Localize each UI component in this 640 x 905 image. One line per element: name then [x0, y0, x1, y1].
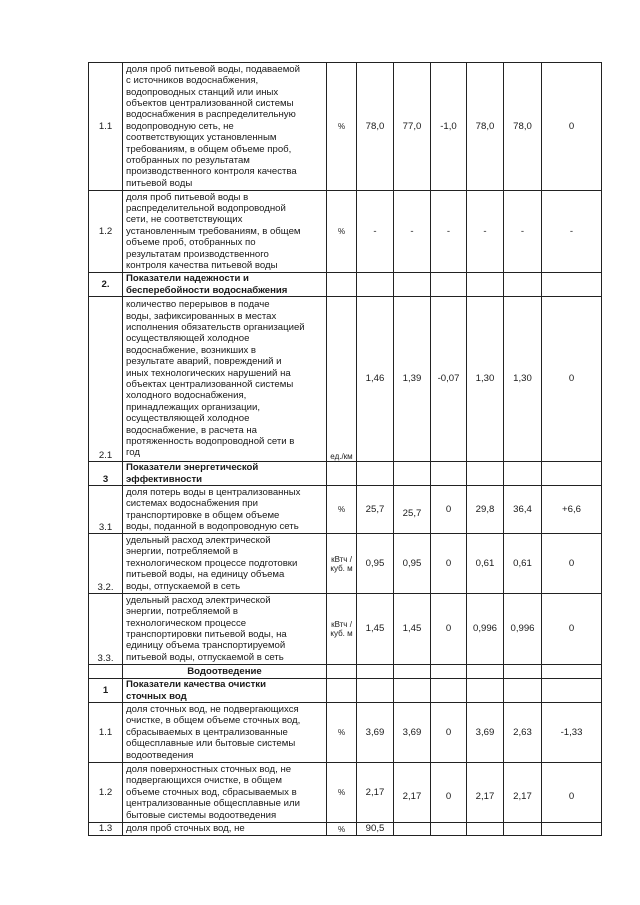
- value-cell: 3,69: [394, 703, 431, 763]
- table-row: [89, 763, 602, 823]
- value-cell: 0,996: [504, 594, 542, 665]
- value-cell: [542, 823, 602, 836]
- value-cell: 0: [542, 534, 602, 594]
- section-row: [89, 273, 602, 297]
- unit-cell: кВтч / куб. м: [327, 534, 357, 594]
- value-cell: 0,996: [467, 594, 504, 665]
- section-title: Показатели энергетической эффективности: [123, 462, 327, 486]
- indicator-description: доля проб питьевой воды, подаваемой с источников водоснабжения, водопроводных станций или иных объектов централизованной системы водоснабжения в распределительную водопроводную сеть, не соответствующих установленным требованиям, в общем объеме проб, отобранных по результатам производственного контроля качества питьевой воды: [123, 63, 327, 191]
- value-cell: 0: [431, 486, 467, 534]
- row-number: 1.3: [89, 823, 123, 836]
- row-number: 1.2: [89, 763, 123, 823]
- table-row: [89, 703, 602, 763]
- value-cell: +6,6: [542, 486, 602, 534]
- value-cell: 3,69: [357, 703, 394, 763]
- value-cell: [504, 823, 542, 836]
- value-cell: 1,30: [467, 297, 504, 462]
- table-row: [89, 534, 602, 594]
- value-cell: 1,39: [394, 297, 431, 462]
- value-cell: -1,0: [431, 63, 467, 191]
- value-cell: 0: [431, 703, 467, 763]
- value-cell: 1,30: [504, 297, 542, 462]
- unit-cell: %: [327, 703, 357, 763]
- indicator-description: доля поверхностных сточных вод, не подвергающихся очистке, в общем объеме сточных вод, сбрасываемых в централизованные общесплавные или бытовые системы водоотведения: [123, 763, 327, 823]
- indicator-description: доля потерь воды в централизованных системах водоснабжения при транспортировке в общем объеме воды, поданной в водопроводную сеть: [123, 486, 327, 534]
- row-number: 3.2.: [89, 534, 123, 594]
- value-cell: 78,0: [467, 63, 504, 191]
- value-cell: 2,17: [467, 763, 504, 823]
- value-cell: 78,0: [504, 63, 542, 191]
- value-cell: 29,8: [467, 486, 504, 534]
- value-cell: 0: [542, 63, 602, 191]
- value-cell: 25,7: [357, 486, 394, 534]
- section-number: 1: [89, 679, 123, 703]
- value-cell: 0: [431, 534, 467, 594]
- value-cell: -: [394, 191, 431, 273]
- value-cell: 3,69: [467, 703, 504, 763]
- value-cell: 0: [542, 297, 602, 462]
- value-cell: 1,46: [357, 297, 394, 462]
- section-row: [89, 462, 602, 486]
- value-cell: 0: [542, 763, 602, 823]
- unit-cell: %: [327, 63, 357, 191]
- value-cell: 2,17: [394, 763, 431, 823]
- section-number: 2.: [89, 273, 123, 297]
- value-cell: 1,45: [394, 594, 431, 665]
- value-cell: -: [357, 191, 394, 273]
- value-cell: 0,95: [357, 534, 394, 594]
- unit-cell: %: [327, 486, 357, 534]
- row-number: 3.3.: [89, 594, 123, 665]
- value-cell: -: [542, 191, 602, 273]
- unit-cell: кВтч / куб. м: [327, 594, 357, 665]
- indicator-description: удельный расход электрической энергии, потребляемой в технологическом процессе транспортировки питьевой воды, на единицу объема транспортируемой питьевой воды, отпускаемой в сеть: [123, 594, 327, 665]
- value-cell: 90,5: [357, 823, 394, 836]
- table-row: [89, 63, 602, 191]
- table-row: [89, 297, 602, 462]
- indicator-description: удельный расход электрической энергии, потребляемой в технологическом процессе подготовки питьевой воды, на единицу объема воды, отпускаемой в сеть: [123, 534, 327, 594]
- value-cell: 77,0: [394, 63, 431, 191]
- value-cell: [431, 823, 467, 836]
- value-cell: -: [431, 191, 467, 273]
- value-cell: 2,63: [504, 703, 542, 763]
- indicator-description: количество перерывов в подаче воды, зафиксированных в местах исполнения обязательств организацией осуществляющей холодное водоснабжение, возникших в результате аварий, повреждений и иных технологических нарушений на объектах централизованной системы холодного водоснабжения, принадлежащих организации, осуществляющей холодное водоснабжение, в расчета на протяженность водопроводной сети в год: [123, 297, 327, 462]
- value-cell: 0,61: [467, 534, 504, 594]
- indicators-table: [88, 62, 602, 836]
- value-cell: 78,0: [357, 63, 394, 191]
- unit-cell: %: [327, 823, 357, 836]
- unit-cell: ед./км: [327, 297, 357, 462]
- value-cell: 1,45: [357, 594, 394, 665]
- indicator-description: доля сточных вод, не подвергающихся очистке, в общем объеме сточных вод, сбрасываемых в централизованные общесплавные или бытовые системы водоотведения: [123, 703, 327, 763]
- section-heading: Водоотведение: [123, 665, 327, 679]
- table-row: [89, 823, 602, 836]
- table-row: [89, 486, 602, 534]
- value-cell: 0: [431, 594, 467, 665]
- row-number: 1.1: [89, 703, 123, 763]
- row-number: 2.1: [89, 297, 123, 462]
- value-cell: 2,17: [504, 763, 542, 823]
- unit-cell: %: [327, 763, 357, 823]
- heading-row: [89, 665, 602, 679]
- section-row: [89, 679, 602, 703]
- value-cell: -: [467, 191, 504, 273]
- row-number: 1.2: [89, 191, 123, 273]
- indicator-description: доля проб питьевой воды в распределительной водопроводной сети, не соответствующих установленным требованиям, в общем объеме проб, отобранных по результатам производственного контроля качества питьевой воды: [123, 191, 327, 273]
- section-title: Показатели качества очистки сточных вод: [123, 679, 327, 703]
- section-number: 3: [89, 462, 123, 486]
- value-cell: -0,07: [431, 297, 467, 462]
- value-cell: 25,7: [394, 486, 431, 534]
- value-cell: [394, 823, 431, 836]
- value-cell: -1,33: [542, 703, 602, 763]
- value-cell: 0,95: [394, 534, 431, 594]
- value-cell: 0,61: [504, 534, 542, 594]
- value-cell: 0: [431, 763, 467, 823]
- section-title: Показатели надежности и бесперебойности водоснабжения: [123, 273, 327, 297]
- value-cell: 36,4: [504, 486, 542, 534]
- unit-cell: %: [327, 191, 357, 273]
- value-cell: [467, 823, 504, 836]
- value-cell: 0: [542, 594, 602, 665]
- table-row: [89, 191, 602, 273]
- row-number: 3.1: [89, 486, 123, 534]
- row-number: 1.1: [89, 63, 123, 191]
- value-cell: 2,17: [357, 763, 394, 823]
- indicator-description: доля проб сточных вод, не: [123, 823, 327, 836]
- value-cell: -: [504, 191, 542, 273]
- table-row: [89, 594, 602, 665]
